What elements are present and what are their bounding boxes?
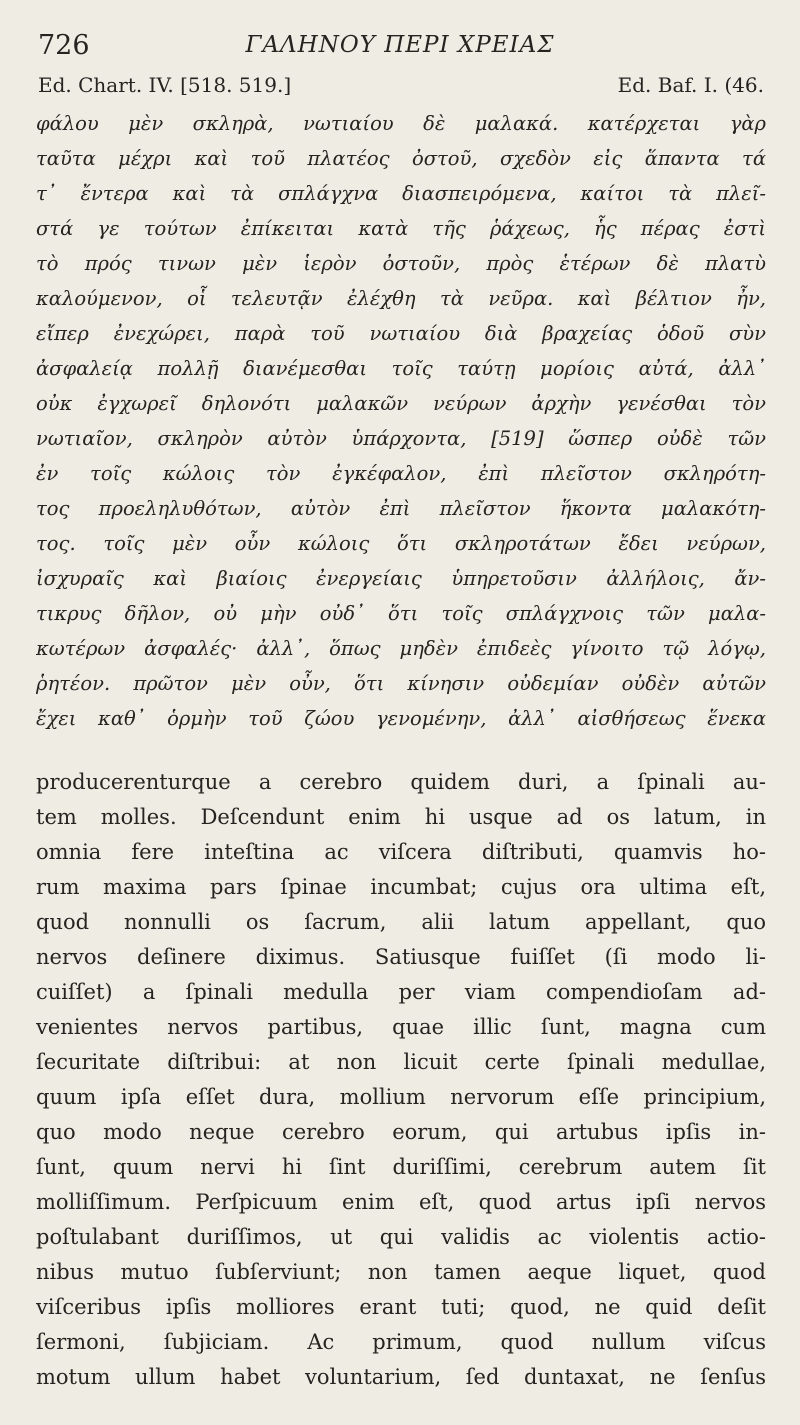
latin-line: tem molles. Deſcendunt enim hi usque ad os latum, in bbox=[36, 805, 766, 829]
latin-line: cuiſſet) a ſpinali medulla per viam compendioſam ad- bbox=[36, 980, 766, 1004]
greek-line: νωτιαῖον, σκληρὸν αὐτὸν ὑπάρχοντα, [519] ὥσπερ οὐδὲ τῶν bbox=[36, 427, 766, 450]
greek-line: ἔχει καθ᾽ ὁρμὴν τοῦ ζώου γενομένην, ἀλλ᾽ αἰσθήσεως ἕνεκα bbox=[36, 707, 766, 730]
latin-line: ſecuritate diſtribui: at non licuit certe ſpinali medullae, bbox=[36, 1050, 766, 1074]
latin-line: nibus mutuo ſubſerviunt; non tamen aeque liquet, quod bbox=[36, 1260, 766, 1284]
greek-line: τικρυς δῆλον, οὐ μὴν οὐδ᾽ ὅτι τοῖς σπλάγχνοις τῶν μαλα- bbox=[36, 602, 766, 625]
greek-line: στά γε τούτων ἐπίκειται κατὰ τῆς ῥάχεως, ἧς πέρας ἐστὶ bbox=[36, 217, 766, 240]
latin-line: venientes nervos partibus, quae illic ſunt, magna cum bbox=[36, 1015, 766, 1039]
latin-line: ſunt, quum nervi hi ſint duriſſimi, cerebrum autem ſit bbox=[36, 1155, 766, 1179]
greek-line: φάλου μὲν σκληρὰ, νωτιαίου δὲ μαλακά. κατέρχεται γὰρ bbox=[36, 112, 766, 135]
greek-line: τος προεληλυθότων, αὐτὸν ἐπὶ πλεῖστον ἥκοντα μαλακότη- bbox=[36, 497, 766, 520]
latin-line: motum ullum habet voluntarium, ſed duntaxat, ne ſenſus bbox=[36, 1365, 766, 1389]
latin-text-block bbox=[36, 765, 766, 1395]
latin-line: quum ipſa eſſet dura, mollium nervorum eſſe principium, bbox=[36, 1085, 766, 1109]
greek-line: κωτέρων ἀσφαλές· ἀλλ᾽, ὅπως μηδὲν ἐπιδεὲς γίνοιτο τῷ λόγῳ, bbox=[36, 637, 766, 660]
latin-line: nervos deſinere diximus. Satiusque fuiſſet (ſi modo li- bbox=[36, 945, 766, 969]
greek-line: ἰσχυραῖς καὶ βιαίοις ἐνεργείαις ὑπηρετοῦσιν ἀλλήλοις, ἄν- bbox=[36, 567, 766, 590]
greek-line: τ᾽ ἔντερα καὶ τὰ σπλάγχνα διασπειρόμενα, καίτοι τὰ πλεῖ- bbox=[36, 182, 766, 205]
greek-line: οὐκ ἐγχωρεῖ δηλονότι μαλακῶν νεύρων ἀρχὴν γενέσθαι τὸν bbox=[36, 392, 766, 415]
latin-line: producerenturque a cerebro quidem duri, a ſpinali au- bbox=[36, 770, 766, 794]
greek-line: εἴπερ ἐνεχώρει, παρὰ τοῦ νωτιαίου διὰ βραχείας ὁδοῦ σὺν bbox=[36, 322, 766, 345]
greek-line: ἐν τοῖς κώλοις τὸν ἐγκέφαλον, ἐπὶ πλεῖστον σκληρότη- bbox=[36, 462, 766, 485]
latin-line: poſtulabant duriſſimos, ut qui validis ac violentis actio- bbox=[36, 1225, 766, 1249]
latin-line: ſermoni, ſubjiciam. Ac primum, quod nullum viſcus bbox=[36, 1330, 766, 1354]
greek-line: τος. τοῖς μὲν οὖν κώλοις ὅτι σκληροτάτων ἔδει νεύρων, bbox=[36, 532, 766, 555]
running-title: ΓΑΛΗΝΟΥ ΠΕΡΙ ΧΡΕΙΑΣ bbox=[245, 32, 555, 58]
greek-line: τὸ πρός τινων μὲν ἱερὸν ὀστοῦν, πρὸς ἑτέρων δὲ πλατὺ bbox=[36, 252, 766, 275]
greek-line: καλούμενον, οἷ τελευτᾷν ἐλέχθη τὰ νεῦρα. καὶ βέλτιον ἦν, bbox=[36, 287, 766, 310]
edition-references bbox=[36, 73, 764, 101]
latin-line: viſceribus ipſis molliores erant tuti; quod, ne quid deſit bbox=[36, 1295, 766, 1319]
latin-line: quo modo neque cerebro eorum, qui artubus ipſis in- bbox=[36, 1120, 766, 1144]
edition-basel-ref: Ed. Baf. I. (46. bbox=[617, 73, 764, 97]
latin-line: quod nonnulli os ſacrum, alii latum appellant, quo bbox=[36, 910, 766, 934]
page-number: 726 bbox=[38, 30, 90, 61]
greek-text-block bbox=[36, 106, 766, 736]
running-head bbox=[36, 30, 764, 64]
greek-line: ῥητέον. πρῶτον μὲν οὖν, ὅτι κίνησιν οὐδεμίαν οὐδὲν αὐτῶν bbox=[36, 672, 766, 695]
latin-line: rum maxima pars ſpinae incumbat; cujus ora ultima eſt, bbox=[36, 875, 766, 899]
latin-line: molliſſimum. Perſpicuum enim eſt, quod artus ipſi nervos bbox=[36, 1190, 766, 1214]
latin-line: omnia fere inteſtina ac viſcera diſtributi, quamvis ho- bbox=[36, 840, 766, 864]
greek-line: ταῦτα μέχρι καὶ τοῦ πλατέος ὀστοῦ, σχεδὸν εἰς ἅπαντα τά bbox=[36, 147, 766, 170]
edition-chart-ref: Ed. Chart. IV. [518. 519.] bbox=[38, 73, 292, 97]
greek-line: ἀσφαλείᾳ πολλῇ διανέμεσθαι τοῖς ταύτῃ μορίοις αὐτά, ἀλλ᾽ bbox=[36, 357, 766, 380]
